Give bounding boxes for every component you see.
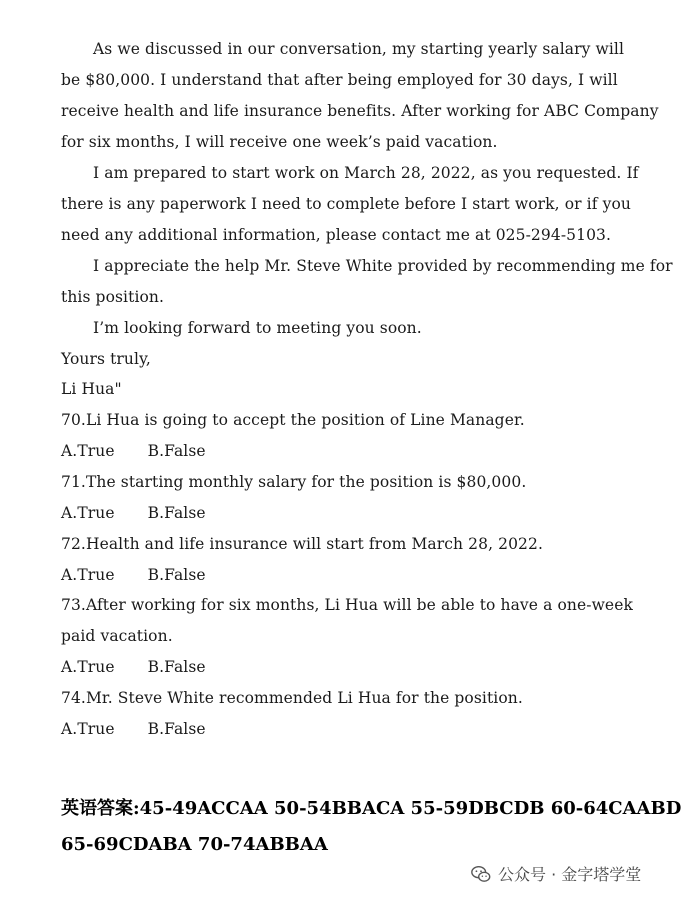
letter-signature: Li Hua"	[61, 380, 122, 398]
letter-p1-line3: receive health and life insurance benefits. After working for ABC Company	[61, 102, 659, 120]
question-70: 70.Li Hua is going to accept the position of Line Manager.	[61, 411, 525, 429]
wechat-icon	[470, 863, 492, 885]
letter-p1-line4: for six months, I will receive one week’s paid vacation.	[61, 133, 498, 151]
question-74: 74.Mr. Steve White recommended Li Hua for the position.	[61, 689, 523, 707]
question-73-options: A.True B.False	[61, 658, 206, 676]
question-70-options: A.True B.False	[61, 442, 206, 460]
letter-p2-line3: need any additional information, please contact me at 025-294-5103.	[61, 226, 612, 244]
question-72: 72.Health and life insurance will start from March 28, 2022.	[61, 535, 544, 553]
letter-p2-line2: there is any paperwork I need to complete before I start work, or if you	[61, 195, 631, 213]
letter-p1-line2: be $80,000. I understand that after being employed for 30 days, I will	[61, 71, 618, 89]
answer-key-line2: 65-69CDABA 70-74ABBAA	[61, 834, 328, 855]
answer-key-line1: 英语答案:45-49ACCAA 50-54BBACA 55-59DBCDB 60-64CAABD	[61, 798, 682, 819]
letter-p4: I’m looking forward to meeting you soon.	[93, 319, 422, 337]
letter-closing: Yours truly,	[61, 350, 151, 368]
watermark-text: 公众号 · 金字塔学堂	[498, 865, 642, 884]
question-72-options: A.True B.False	[61, 566, 206, 584]
question-73-line2: paid vacation.	[61, 627, 173, 645]
letter-p2-line1: I am prepared to start work on March 28, 2022, as you requested. If	[93, 164, 639, 182]
letter-p3-line1: I appreciate the help Mr. Steve White provided by recommending me for	[93, 257, 673, 275]
question-71-options: A.True B.False	[61, 504, 206, 522]
watermark	[470, 862, 641, 885]
letter-p3-line2: this position.	[61, 288, 165, 306]
question-74-options: A.True B.False	[61, 720, 206, 738]
letter-p1-line1: As we discussed in our conversation, my starting yearly salary will	[93, 40, 625, 58]
question-73-line1: 73.After working for six months, Li Hua will be able to have a one-week	[61, 596, 633, 614]
question-71: 71.The starting monthly salary for the position is $80,000.	[61, 473, 527, 491]
